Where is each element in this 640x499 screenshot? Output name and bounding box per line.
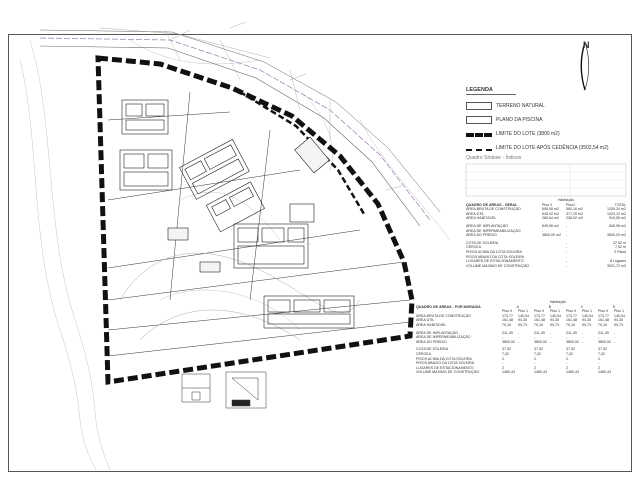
table-cell: 140,04 [550, 313, 561, 318]
table-cell: 94,30 [582, 318, 591, 323]
sub-header: Piso 1 [518, 309, 528, 314]
table-cell: ÁREA DO PRÉDIO [466, 233, 497, 238]
table-cell: - [566, 240, 568, 245]
north-label: N [583, 40, 590, 50]
table-cell [518, 370, 534, 375]
table-cell [542, 264, 566, 269]
table-cell: 173,77 [566, 313, 577, 318]
table-cell: 173,77 [598, 313, 609, 318]
table-cell: 7,02 [502, 351, 509, 356]
table-row [466, 216, 626, 221]
table-cell: - [566, 259, 568, 264]
table-group-header: Habitação [549, 300, 566, 304]
table-cell: 161,48 [502, 318, 513, 323]
table-cell: 161,48 [566, 318, 577, 323]
table-cell: - [534, 335, 536, 340]
moradia-area-table [416, 300, 630, 375]
row-label: CÉRCEA [416, 351, 431, 356]
table-cell: - [582, 335, 584, 340]
table-cell: 59,73 [614, 322, 623, 327]
table-cell: 161,48 [598, 318, 609, 323]
table-cell: 211,49 [598, 330, 609, 335]
row-label: PISOS ABAIXO DA COTA SOLEIRA [416, 361, 475, 366]
legend-label: LIMITE DO LOTE (3800 m2) [496, 131, 560, 137]
table-title: QUADRO DE ÁREAS - POR MORADIA [416, 304, 481, 309]
table-cell: 3800,00 m2 [607, 233, 626, 238]
col-header: Piso 0 [542, 202, 552, 207]
row-label: VOLUME MÁXIMO DE CONSTRUÇÃO [416, 370, 480, 375]
table-cell: - [502, 335, 504, 340]
table-cell: 7,02 [566, 351, 573, 356]
unit-header: C [580, 304, 584, 309]
table-cell: CÉRCEA [466, 245, 481, 250]
table-cell: 1023,12 m2 [607, 211, 626, 216]
table-cell: 140,04 [518, 313, 529, 318]
table-cell: 3800,00 [502, 339, 515, 344]
table-cell: 2 [566, 365, 568, 370]
table-cell: 94,30 [550, 318, 559, 323]
table-cell: - [518, 335, 520, 340]
table-cell: - [542, 228, 544, 233]
table-cell: - [566, 361, 568, 366]
table-cell: 173,77 [534, 313, 545, 318]
table-cell: PISOS ABAIXO DA COTA SOLEIRA [466, 254, 525, 259]
table-cell: 59,73 [518, 322, 527, 327]
unit-header: A [516, 304, 520, 309]
table-cell: 70,16 [566, 322, 575, 327]
table-cell: 3800,00 m2 [542, 233, 561, 238]
table-cell: 7,02 [598, 351, 605, 356]
table-cell: - [624, 228, 626, 233]
table-cell: 59,73 [582, 322, 591, 327]
moradia-table-body [416, 314, 630, 375]
table-cell: 1480,43 [566, 370, 579, 375]
table-cell: 645,92 m2 [542, 211, 559, 216]
table-cell: ÁREA DE IMPERMEABILIZAÇÃO [466, 228, 521, 233]
table-cell: - [534, 361, 536, 366]
row-label: ÁREA BRUTA DE CONSTRUÇÃO [416, 313, 471, 318]
legend-label: LIMITE DO LOTE APÓS CEDÊNCIA (3502,54 m2) [496, 145, 609, 151]
table-cell: - [550, 330, 552, 335]
table-cell: - [566, 223, 568, 228]
table-group-header: Habitação [557, 198, 574, 202]
table-cell: 519,56 m2 [609, 216, 626, 221]
table-cell: - [566, 335, 568, 340]
table-row [466, 233, 626, 238]
table-cell: 7,02 m [615, 245, 626, 250]
table-row [416, 370, 630, 375]
table-cell: 280,64 m2 [542, 216, 559, 221]
table-cell: 3800,00 [598, 339, 611, 344]
table-cell: 3800,00 [566, 339, 579, 344]
table-cell: 560,16 m2 [566, 207, 583, 212]
col-header: TOTAL [614, 202, 626, 207]
table-cell: ÁREA BRUTA DE CONSTRUÇÃO [466, 207, 521, 212]
summary-title: Quadro Síntese - Índices [466, 155, 522, 161]
table-cell: 845,96 m2 [542, 223, 559, 228]
table-cell: 70,16 [598, 322, 607, 327]
row-label: ÁREA DE IMPLANTAÇÃO [416, 330, 459, 335]
table-cell: 1480,43 [502, 370, 515, 375]
table-cell: 695,08 m2 [542, 207, 559, 212]
table-cell: - [582, 330, 584, 335]
table-cell: - [614, 330, 616, 335]
table-cell: 161,48 [534, 318, 545, 323]
table-cell: 140,04 [614, 313, 625, 318]
sub-header: Piso 0 [534, 309, 544, 314]
sub-header: Piso 1 [550, 309, 560, 314]
table-cell [582, 370, 598, 375]
table-cell: ÁREA ÚTIL [466, 211, 485, 216]
table-cell: ÁREA DE IMPLANTAÇÃO [466, 223, 509, 228]
table-cell: 173,77 [502, 313, 513, 318]
table-cell [614, 370, 630, 375]
row-label: COTA DE SOLEIRA [416, 347, 449, 352]
table-row [416, 323, 630, 328]
table-cell: 7,02 [534, 351, 541, 356]
table-cell: 1255,24 m2 [607, 207, 626, 212]
row-label: ÁREA HABITÁVEL [416, 322, 447, 327]
sub-header: Piso 0 [566, 309, 576, 314]
general-table-body [466, 207, 626, 268]
table-cell: ÁREA HABITÁVEL [466, 216, 497, 221]
table-cell: - [614, 339, 616, 344]
table-row [466, 264, 626, 269]
col-header: Piso1 [566, 202, 575, 207]
table-cell: 8 Lugares [610, 259, 626, 264]
table-cell: 37,52 [534, 347, 543, 352]
row-label: ÁREA ÚTIL [416, 318, 435, 323]
table-cell: 1480,43 [534, 370, 547, 375]
table-cell: 94,30 [614, 318, 623, 323]
sub-header: Piso 0 [502, 309, 512, 314]
table-cell: VOLUME MÁXIMO DE CONSTRUÇÃO [466, 263, 530, 268]
table-cell: 377,20 m2 [566, 211, 583, 216]
table-cell: - [566, 263, 568, 268]
table-cell: 3921,72 m3 [607, 263, 626, 268]
row-label: ÁREA DO PRÉDIO [416, 339, 447, 344]
table-cell: - [566, 245, 568, 250]
general-area-table [466, 198, 626, 268]
table-cell: 845,96 m2 [609, 223, 626, 228]
table-cell: - [624, 254, 626, 259]
table-cell: - [566, 249, 568, 254]
table-cell: - [566, 254, 568, 259]
table-cell: 2 [598, 356, 600, 361]
table-cell: 2 [502, 356, 504, 361]
table-cell: 37,52 [598, 347, 607, 352]
table-cell: - [598, 361, 600, 366]
table-cell: - [598, 335, 600, 340]
table-cell: 2 [502, 365, 504, 370]
table-cell: 70,16 [534, 322, 543, 327]
table-cell: 2 [534, 365, 536, 370]
table-cell: PISOS ACIMA DA COTA SOLEIRA [466, 249, 522, 254]
legend-label: PLANO DA PISCINA [496, 117, 543, 123]
unit-header: D [612, 304, 616, 309]
table-cell: - [566, 233, 568, 238]
table-cell: 3800,00 [534, 339, 547, 344]
legend-label: TERRENO NATURAL [496, 103, 545, 109]
sub-header: Piso 1 [582, 309, 592, 314]
table-cell: 2 [566, 356, 568, 361]
table-cell: 1480,43 [598, 370, 611, 375]
row-label: ÁREA DE IMPERMEABILIZAÇÃO [416, 335, 471, 340]
table-cell: 140,04 [582, 313, 593, 318]
table-cell: 211,49 [534, 330, 545, 335]
legend-title: LEGENDA [466, 87, 516, 95]
table-cell: - [582, 339, 584, 344]
table-cell: 70,16 [502, 322, 511, 327]
sub-header: Piso 0 [598, 309, 608, 314]
table-cell: - [614, 335, 616, 340]
row-label: LUGARES DE ESTACIONAMENTO [416, 365, 474, 370]
table-cell: 37,52 m [613, 240, 626, 245]
table-cell: - [550, 339, 552, 344]
row-label: PISOS ACIMA DA COTA SOLEIRA [416, 356, 472, 361]
table-cell: COTA DE SOLEIRA [466, 240, 499, 245]
table-cell: 94,30 [518, 318, 527, 323]
table-cell: - [502, 361, 504, 366]
table-cell: 2 Pisos [614, 249, 626, 254]
table-cell: 2 [534, 356, 536, 361]
unit-header: B [548, 304, 552, 309]
table-cell: - [550, 335, 552, 340]
table-cell: - [518, 330, 520, 335]
table-cell: 238,92 m2 [566, 216, 583, 221]
table-cell: 37,52 [502, 347, 511, 352]
table-cell: 2 [598, 365, 600, 370]
table-row [416, 340, 630, 345]
table-title: QUADRO DE ÁREAS - GERAL [466, 202, 518, 207]
table-cell: - [566, 228, 568, 233]
table-cell: LUGARES DE ESTACIONAMENTO [466, 259, 524, 264]
table-cell [550, 370, 566, 375]
sub-header: Piso 1 [614, 309, 624, 314]
table-cell: 37,52 [566, 347, 575, 352]
table-cell: - [518, 339, 520, 344]
watermark: ~ [296, 228, 315, 259]
table-cell: 59,73 [550, 322, 559, 327]
table-cell: 211,49 [566, 330, 577, 335]
table-cell: 211,49 [502, 330, 513, 335]
